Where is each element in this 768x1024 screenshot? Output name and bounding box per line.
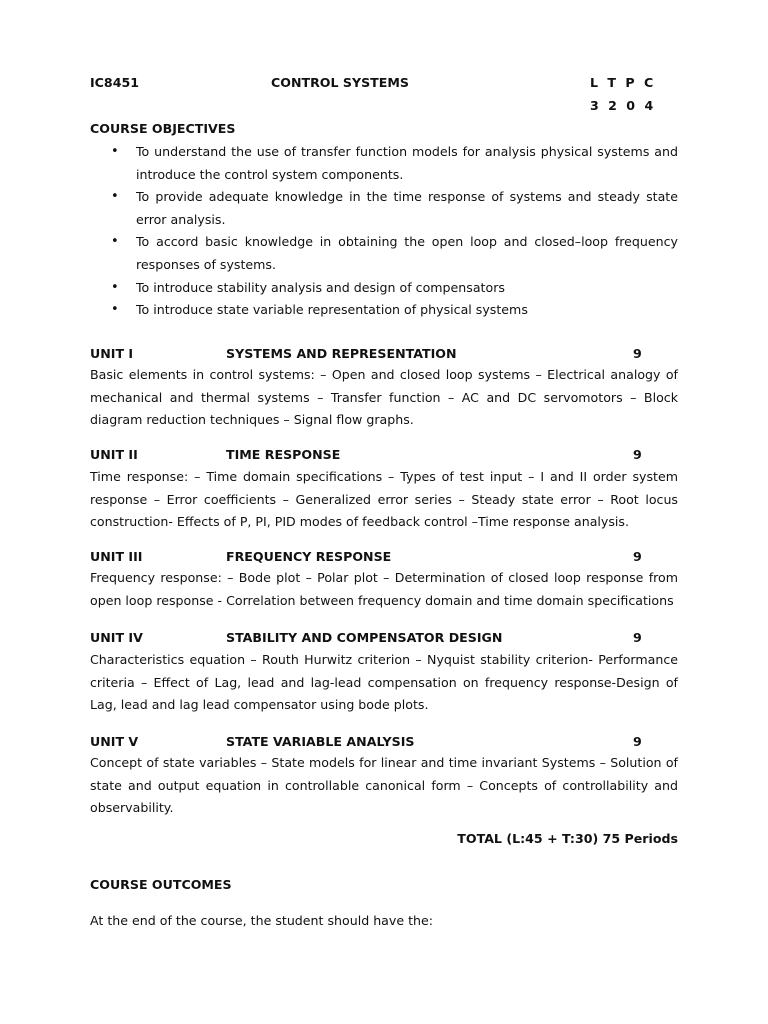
course-code: IC8451 xyxy=(90,75,139,90)
objective-item: • To understand the use of transfer function models for analysis physical systems and introduce the control system components. xyxy=(90,141,678,186)
objective-item: • To accord basic knowledge in obtaining the open loop and closed–loop frequency responses of systems. xyxy=(90,231,678,276)
unit-title: TIME RESPONSE xyxy=(226,447,341,462)
objectives-heading: COURSE OBJECTIVES xyxy=(90,121,236,136)
unit-hours: 9 xyxy=(633,630,642,645)
unit-number: UNIT IV xyxy=(90,630,143,645)
unit-hours: 9 xyxy=(633,549,642,564)
unit-number: UNIT III xyxy=(90,549,143,564)
unit-heading xyxy=(90,447,678,467)
unit-content: Frequency response: – Bode plot – Polar plot – Determination of closed loop response from open loop response - Correlation between frequency domain and time domain specifications xyxy=(90,570,678,608)
unit-heading xyxy=(90,346,678,366)
unit-title: STABILITY AND COMPENSATOR DESIGN xyxy=(226,630,503,645)
unit-hours: 9 xyxy=(633,447,642,462)
unit-number: UNIT I xyxy=(90,346,134,361)
unit-title: FREQUENCY RESPONSE xyxy=(226,549,392,564)
objectives-list xyxy=(90,141,678,322)
unit-number: UNIT V xyxy=(90,734,139,749)
outcomes-intro: At the end of the course, the student should have the: xyxy=(90,913,434,928)
unit-content: Concept of state variables – State models for linear and time invariant Systems – Solution of state and output equation in controllable canonical form – Concepts of controllability and observability. xyxy=(90,755,678,816)
course-title: CONTROL SYSTEMS xyxy=(271,75,409,90)
total-periods: TOTAL (L:45 + T:30) 75 Periods xyxy=(457,831,678,846)
unit-number: UNIT II xyxy=(90,447,138,462)
unit-heading xyxy=(90,630,678,650)
unit-content: Basic elements in control systems: – Open and closed loop systems – Electrical analogy of mechanical and thermal systems – Transfer function – AC and DC servomotors – Block diagram reduction techniques – Signal flow graphs. xyxy=(90,367,678,428)
unit-title: SYSTEMS AND REPRESENTATION xyxy=(226,346,457,361)
unit-heading xyxy=(90,734,678,754)
ltpc-values: 3 2 0 4 xyxy=(590,98,654,113)
unit-heading xyxy=(90,549,678,569)
objective-item: • To provide adequate knowledge in the time response of systems and steady state error analysis. xyxy=(90,186,678,231)
objective-item: • To introduce state variable representation of physical systems xyxy=(90,299,678,322)
unit-title: STATE VARIABLE ANALYSIS xyxy=(226,734,415,749)
unit-hours: 9 xyxy=(633,734,642,749)
unit-content: Characteristics equation – Routh Hurwitz criterion – Nyquist stability criterion- Performance criteria – Effect of Lag, lead and lag-lead compensation on frequency response-Design of Lag, lead and lag lead compensator using bode plots. xyxy=(90,652,678,713)
ltpc-labels: L T P C xyxy=(590,75,654,90)
objective-item: • To introduce stability analysis and design of compensators xyxy=(90,277,678,300)
unit-content: Time response: – Time domain specifications – Types of test input – I and II order system response – Error coefficients – Generalized error series – Steady state error – Root locus construction- Effects of P, PI, PID modes of feedback control –Time response analysis. xyxy=(90,469,678,530)
outcomes-heading: COURSE OUTCOMES xyxy=(90,877,232,892)
unit-hours: 9 xyxy=(633,346,642,361)
